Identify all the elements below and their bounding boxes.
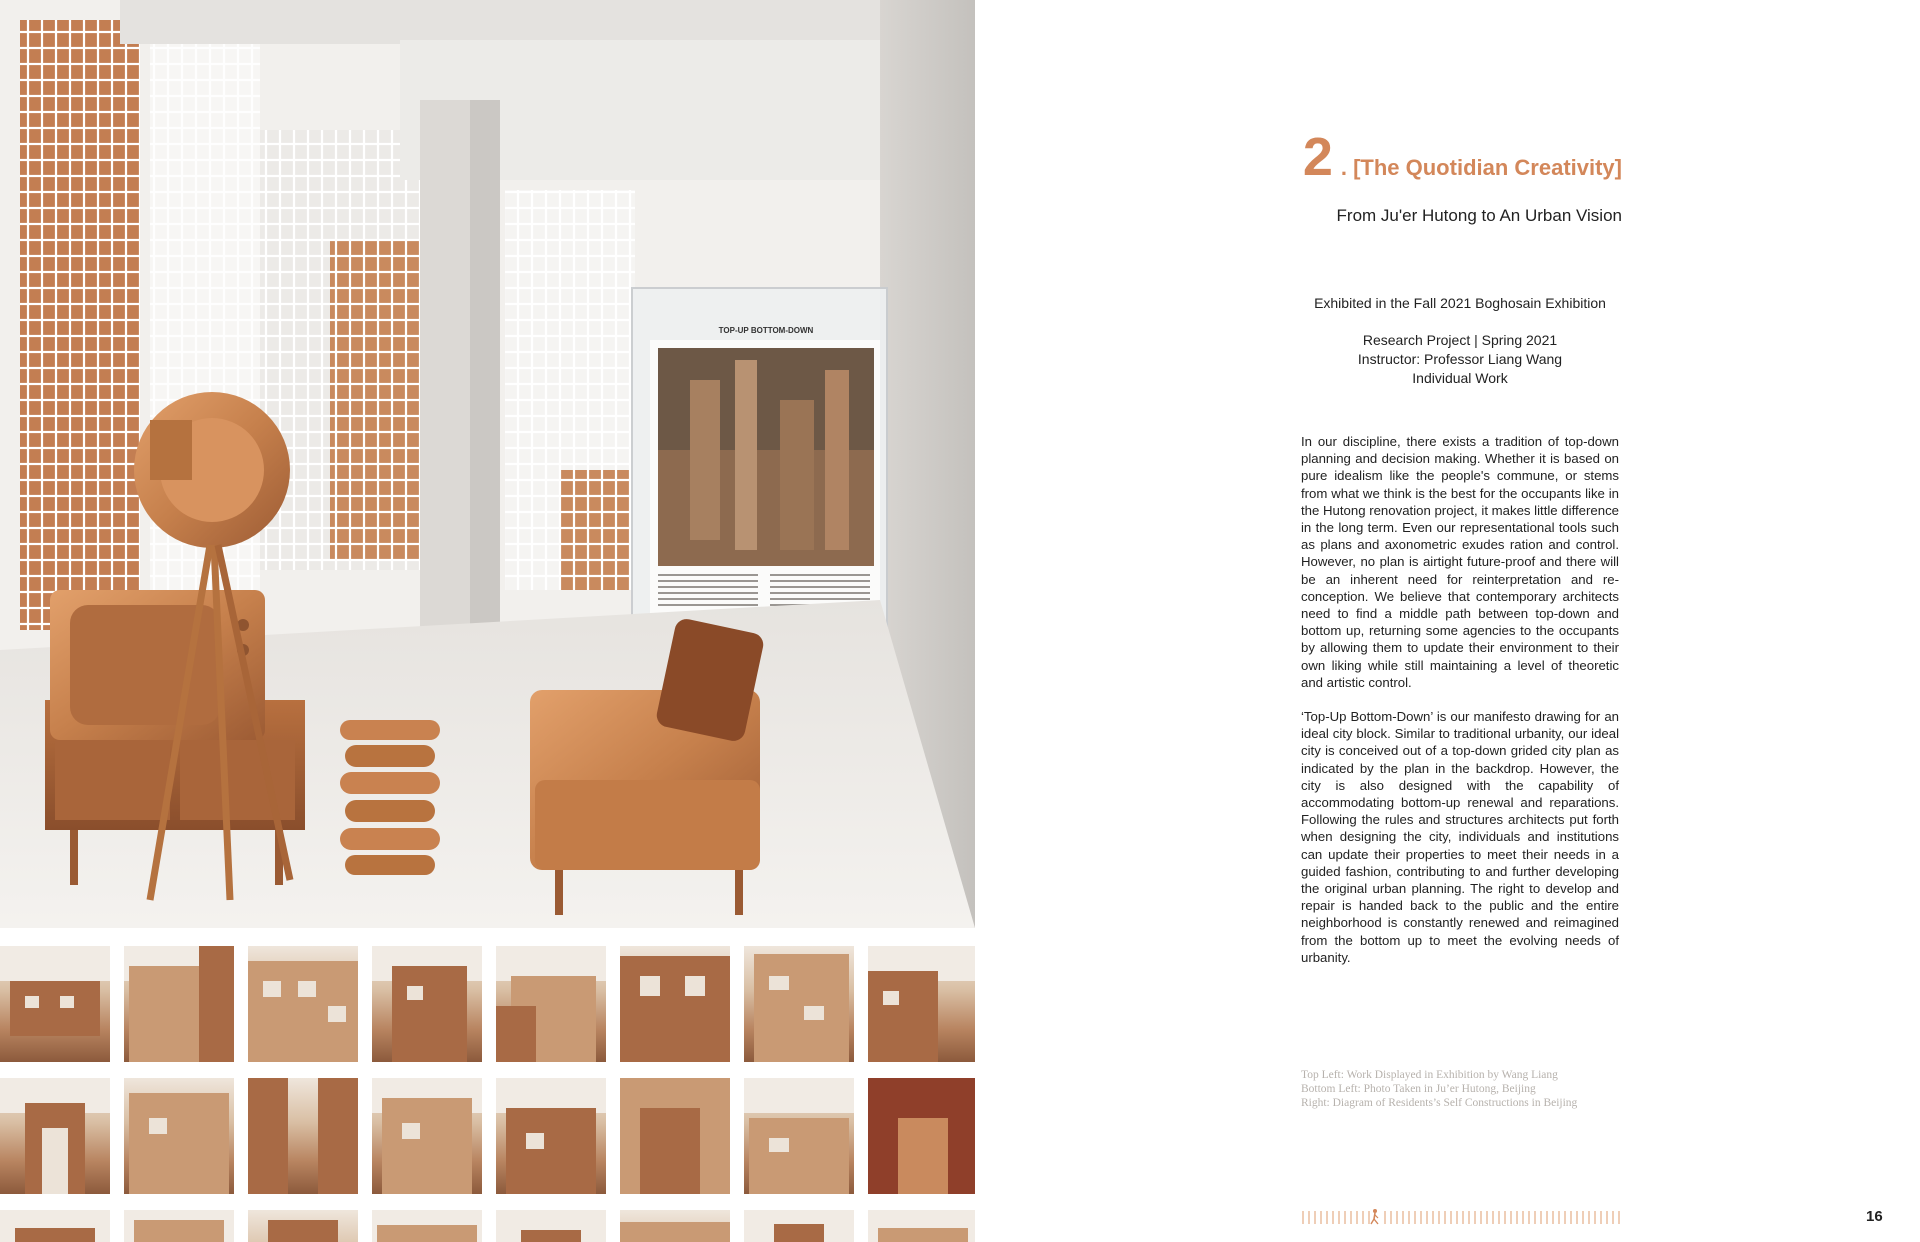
- caption-top-left: Top Left: Work Displayed in Exhibition by Wang Liang: [1301, 1069, 1558, 1081]
- hutong-photo: [248, 946, 358, 1062]
- hutong-photo: [372, 946, 482, 1062]
- hutong-photo: [0, 1210, 110, 1242]
- hutong-photo: [744, 1210, 854, 1242]
- hutong-photo: [124, 1078, 234, 1194]
- exhibition-note: Exhibited in the Fall 2021 Boghosain Exhibition: [1314, 295, 1606, 311]
- hutong-photo: [496, 1078, 606, 1194]
- hutong-photo: [0, 1078, 110, 1194]
- chapter-subtitle: From Ju'er Hutong to An Urban Vision: [1336, 206, 1622, 225]
- page-number: 16: [1866, 1208, 1883, 1225]
- hutong-photo: [0, 946, 110, 1062]
- hutong-photo: [620, 1078, 730, 1194]
- hutong-photo: [868, 1078, 975, 1194]
- caption-right: Right: Diagram of Residents’s Self Constructions in Beijing: [1301, 1097, 1578, 1109]
- work-type-line: Individual Work: [1412, 370, 1508, 386]
- hutong-photo: [372, 1210, 482, 1242]
- hutong-photo: [248, 1078, 358, 1194]
- hutong-photo: [868, 1210, 975, 1242]
- chapter-title: . [The Quotidian Creativity]: [1340, 155, 1622, 180]
- chapter-heading: [1270, 127, 1622, 187]
- hutong-photo: [248, 1210, 358, 1242]
- footer-timeline-bar: [1301, 1208, 1621, 1226]
- walking-figure-icon: [1371, 1209, 1378, 1224]
- body-paragraph-1: In our discipline, there exists a tradition of top-down planning and decision making. Whether it is based on pure idealism like the people's commune, or stems from what we think is the best for the occupants like in the Hutong renovation project, it makes little difference in the long term. Even our representational tools such as plans and axonometric exudes ration and control. However, no plan is airtight future-proof and there will be an inherent need for reinterpretation and re-conception. We believe that contemporary architects need to find a middle path between top-down and bottom up, returning some agencies to the occupants by allowing them to update their environment to their own liking while still maintaining a level of theoretic and artistic control.: [1301, 434, 1619, 690]
- hutong-photo: [496, 946, 606, 1062]
- model-illustration: [0, 0, 975, 928]
- hutong-photo: [620, 946, 730, 1062]
- instructor-line: Instructor: Professor Liang Wang: [1357, 351, 1563, 367]
- chapter-number: 2: [1302, 127, 1333, 187]
- hutong-photo-grid: [0, 946, 975, 1242]
- hutong-photo: [124, 946, 234, 1062]
- hutong-photo: [620, 1210, 730, 1242]
- poster-title: TOP-UP BOTTOM-DOWN: [718, 326, 814, 335]
- image-captions: [1301, 1068, 1631, 1110]
- body-text: [1301, 433, 1619, 966]
- hutong-photo: [124, 1210, 234, 1242]
- hutong-photo: [868, 946, 975, 1062]
- hero-model-photo: [0, 0, 975, 928]
- body-paragraph-2: ‘Top-Up Bottom-Down’ is our manifesto drawing for an ideal city block. Similar to traditional urbanity, our ideal city is conceived out of a top-down grided city plan as indicated by the plan in the backdrop. However, the city is also designed with the capability of accommodating bottom-up renewal and reparations. Following the rules and structures architects put forth when designing the city, individuals and institutions can update their properties to meet their needs in a guided fashion, contributing to and further developing the original urban planning. The right to develop and repair is handed back to the public and the entire neighborhood is constantly renewed and reimagined from the bottom up to meet the evolving needs of urbanity.: [1301, 709, 1619, 965]
- caption-bottom-left: Bottom Left: Photo Taken in Ju’er Hutong, Beijing: [1301, 1083, 1536, 1095]
- hutong-photo: [744, 946, 854, 1062]
- hutong-photo: [496, 1210, 606, 1242]
- project-info: [1300, 331, 1620, 388]
- hutong-photo: [372, 1078, 482, 1194]
- hutong-photo: [744, 1078, 854, 1194]
- project-line: Research Project | Spring 2021: [1362, 332, 1558, 348]
